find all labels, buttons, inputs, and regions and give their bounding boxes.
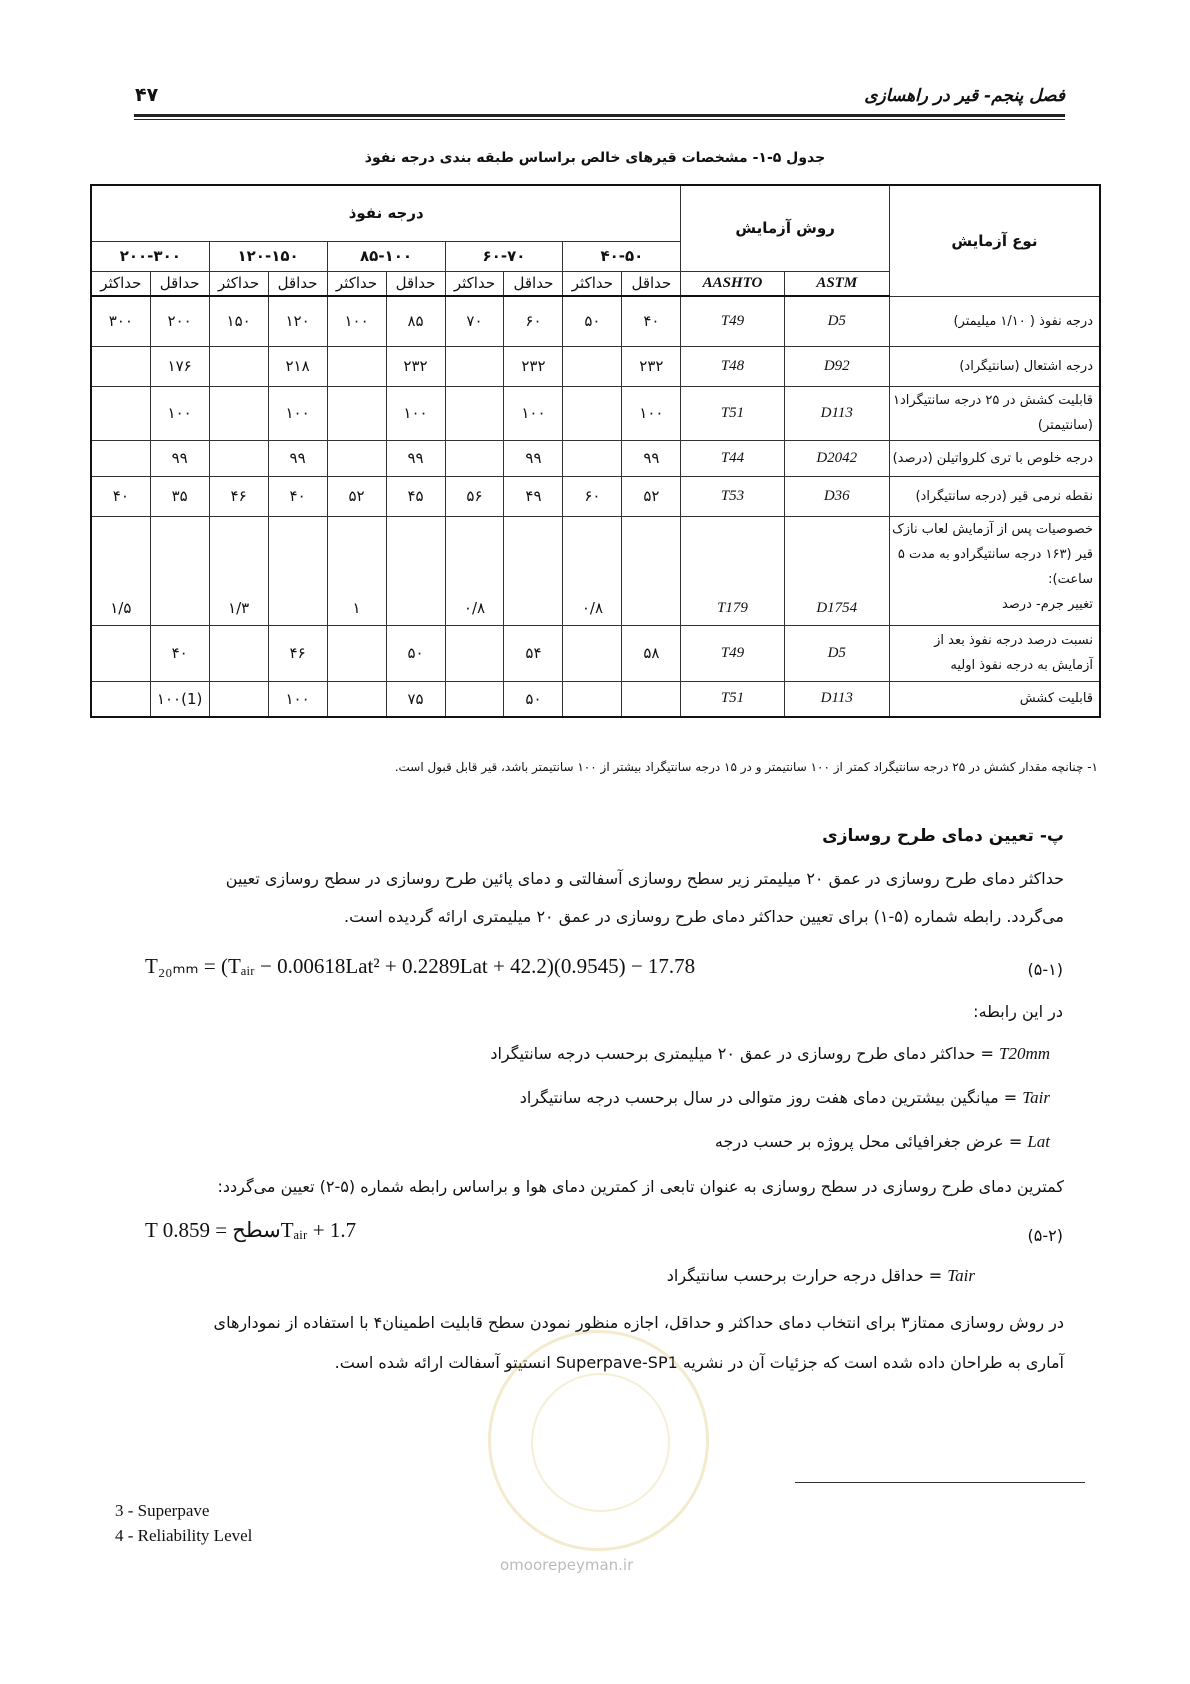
test-name-line: ساعت): [1048,571,1093,587]
value-cell: ۵۰ [504,681,563,717]
method-astm-cell: D92 [784,346,889,386]
value-cell [327,386,386,440]
value-cell: ۱/۳ [209,516,268,625]
value-cell [327,625,386,681]
value-cell: ۴۶ [268,625,327,681]
min-header: حداقل [150,271,209,296]
value-cell: ۶۰ [504,296,563,346]
test-name-cell [889,625,1100,681]
value-cell: ۹۹ [386,440,445,476]
test-name-line: تغییر جرم- درصد [1001,596,1093,612]
value-cell [563,386,622,440]
value-cell [91,346,150,386]
value-cell: ۹۹ [504,440,563,476]
table-row [91,516,1100,625]
test-name-cell [889,440,1100,476]
test-name-line: قابلیت کشش [1019,691,1093,707]
value-cell: ۴۵ [386,476,445,516]
table-row [91,476,1100,516]
value-cell: ۶۰ [563,476,622,516]
test-name-line: قیر (۱۶۳ درجه سانتیگرادو به مدت ۵ [897,546,1093,562]
test-name-cell [889,681,1100,717]
where-label: در این رابطه: [973,1002,1063,1021]
paragraph: می‌گردد. رابطه شماره (۵-۱) برای تعیین حداکثر دمای طرح روسازی در عمق ۲۰ میلیمتری ارائه گردیده است. [344,907,1064,926]
value-cell: ۴۰ [91,476,150,516]
equation-number: (۵-۲) [1027,1226,1063,1245]
footnote-item: 3 - Superpave [115,1501,210,1520]
grade-header: ۸۵-۱۰۰ [327,241,445,271]
value-cell [327,346,386,386]
method-astm-cell: D113 [784,681,889,717]
value-cell: ۱۰۰ [268,386,327,440]
section-title: پ- تعیین دمای طرح روسازی [822,826,1064,846]
value-cell [91,625,150,681]
min-header: حداقل [268,271,327,296]
value-cell [150,516,209,625]
definition-t20mm [490,1044,1050,1064]
value-cell: ۲۳۲ [386,346,445,386]
definition-tair-min [667,1266,975,1286]
method-aashto-cell: T44 [681,440,784,476]
value-cell: ۲۳۲ [622,346,681,386]
method-astm-cell: D5 [784,296,889,346]
value-cell: ۳۵ [150,476,209,516]
test-name-line: درجه نفوذ ( ۱/۱۰ میلیمتر) [953,313,1093,329]
value-cell [622,681,681,717]
value-cell [563,346,622,386]
value-cell [504,516,563,625]
header-rule-thin [134,119,1065,120]
definition-text: = حداکثر دمای طرح روسازی در عمق ۲۰ میلیمتری برحسب درجه سانتیگراد [490,1044,994,1063]
method-astm-cell: D36 [784,476,889,516]
max-header: حداکثر [445,271,504,296]
value-cell: ۰/۸ [563,516,622,625]
value-cell [91,440,150,476]
chapter-title: فصل پنجم- قیر در راهسازی [864,86,1065,106]
test-name-line: نقطه نرمی قیر (درجه سانتیگراد) [915,488,1093,504]
max-header: حداکثر [91,271,150,296]
value-cell: ۵۲ [622,476,681,516]
value-cell [209,386,268,440]
table-row [91,346,1100,386]
method-astm-cell: D113 [784,386,889,440]
max-header: حداکثر [209,271,268,296]
value-cell: ۱/۵ [91,516,150,625]
value-cell: ۱۰۰ [327,296,386,346]
definition-tair [520,1088,1050,1108]
paragraph: حداکثر دمای طرح روسازی در عمق ۲۰ میلیمتر زیر سطح روسازی آسفالتی و دمای پائین طرح روسازی در سطح روسازی تعیین [225,869,1064,888]
value-cell [563,681,622,717]
value-cell: ۹۹ [622,440,681,476]
value-cell: ۱۰۰ [386,386,445,440]
min-header: حداقل [622,271,681,296]
value-cell: ۴۶ [209,476,268,516]
value-cell: ۲۰۰ [150,296,209,346]
symbol: Lat [1027,1132,1050,1151]
value-cell: ۹۹ [150,440,209,476]
value-cell [622,516,681,625]
header-rule [134,114,1065,117]
grade-header: ۱۲۰-۱۵۰ [209,241,327,271]
symbol: T20mm [998,1044,1050,1063]
value-cell [445,386,504,440]
value-cell: ۵۰ [563,296,622,346]
grade-header: ۶۰-۷۰ [445,241,563,271]
value-cell: ۵۶ [445,476,504,516]
value-cell: ۹۹ [268,440,327,476]
value-cell: ۰/۸ [445,516,504,625]
table-row [91,386,1100,440]
method-aashto-cell: T51 [681,386,784,440]
definition-lat [715,1132,1050,1152]
watermark-seal [488,1330,709,1551]
table-row [91,440,1100,476]
equation-5-1: T₂₀ₘₘ = (Tₐᵢᵣ − 0.00618Lat² + 0.2289Lat + 42.2)(0.9545) − 17.78 [145,954,696,978]
grade-header: ۴۰-۵۰ [563,241,681,271]
footnote-item: 4 - Reliability Level [115,1526,253,1545]
test-name-line: (سانتیمتر) [1037,418,1093,433]
test-name-line: خصوصیات پس از آزمایش لعاب نازک [892,521,1093,537]
value-cell: ۱۷۶ [150,346,209,386]
value-cell [445,440,504,476]
symbol: Tair [1022,1088,1050,1107]
value-cell: ۴۹ [504,476,563,516]
test-name-line: آزمایش به درجه نفوذ اولیه [950,658,1093,673]
value-cell [563,625,622,681]
watermark-url: omoorepeyman.ir [500,1556,634,1574]
grade-header: ۲۰۰-۳۰۰ [91,241,209,271]
value-cell: ۲۱۸ [268,346,327,386]
definition-text: = حداقل درجه حرارت برحسب سانتیگراد [666,1266,943,1285]
method-astm-cell: D2042 [784,440,889,476]
value-cell: ۵۰ [386,625,445,681]
table-caption: جدول ۵-۱- مشخصات قیرهای خالص براساس طبقه بندی درجه نفوذ [364,150,826,166]
value-cell: ۱۰۰ [150,386,209,440]
value-cell [386,516,445,625]
method-aashto-cell: T48 [681,346,784,386]
symbol: Tair [947,1266,975,1285]
page-number: ۴۷ [135,84,159,106]
definition-text: = عرض جغرافیائی محل پروژه بر حسب درجه [714,1132,1023,1151]
method-aashto-header: AASHTO [681,271,784,296]
value-cell: ۱۰۰ [622,386,681,440]
method-aashto-cell: T49 [681,296,784,346]
value-cell: ۸۵ [386,296,445,346]
value-cell: ۱۰۰ [268,681,327,717]
value-cell [209,625,268,681]
test-name-cell [889,476,1100,516]
value-cell [445,681,504,717]
table-row [91,625,1100,681]
paragraph: کمترین دمای طرح روسازی در سطح روسازی به عنوان تابعی از کمترین دمای هوا و براساس رابطه شماره (۵-۲) تعیین می‌گردد: [217,1177,1064,1196]
method-astm-header: ASTM [784,271,889,296]
specification-table [90,184,1101,718]
value-cell [563,440,622,476]
value-cell [209,346,268,386]
method-aashto-cell: T51 [681,681,784,717]
method-astm-cell: D1754 [784,516,889,625]
method-aashto-cell: T179 [681,516,784,625]
value-cell: ۵۸ [622,625,681,681]
footnote-rule [795,1482,1085,1483]
method-astm-cell: D5 [784,625,889,681]
test-name-cell [889,386,1100,440]
value-cell [209,681,268,717]
method-aashto-cell: T49 [681,625,784,681]
definition-text: = میانگین بیشترین دمای هفت روز متوالی در سال برحسب درجه سانتیگراد [519,1088,1018,1107]
value-cell [91,386,150,440]
value-cell: ۵۲ [327,476,386,516]
value-cell [268,516,327,625]
test-name-cell [889,516,1100,625]
equation-5-2: T سطح = 0.859Tₐᵢᵣ + 1.7 [145,1218,357,1242]
header-test-method: روش آزمایش [681,185,890,271]
min-header: حداقل [504,271,563,296]
value-cell: (1)۱۰۰ [150,681,209,717]
value-cell [91,681,150,717]
value-cell: ۷۰ [445,296,504,346]
header-penetration: درجه نفوذ [91,185,681,241]
method-aashto-cell: T53 [681,476,784,516]
test-name-cell [889,346,1100,386]
value-cell [445,625,504,681]
test-name-cell [889,296,1100,346]
value-cell [209,440,268,476]
equation-number: (۵-۱) [1027,960,1063,979]
value-cell: ۱ [327,516,386,625]
value-cell: ۱۲۰ [268,296,327,346]
value-cell: ۴۰ [622,296,681,346]
value-cell: ۴۰ [268,476,327,516]
value-cell [327,440,386,476]
value-cell: ۳۰۰ [91,296,150,346]
max-header: حداکثر [563,271,622,296]
test-name-line: نسبت درصد درجه نفوذ بعد از [934,633,1093,648]
paragraph: در روش روسازی ممتاز۳ برای انتخاب دمای حداکثر و حداقل، اجازه منظور نمودن سطح قابلیت اطمینان۴ با استفاده از نمودارهای [213,1313,1064,1332]
value-cell: ۱۰۰ [504,386,563,440]
min-header: حداقل [386,271,445,296]
header-test-type: نوع آزمایش [889,185,1100,296]
paragraph: آماری به طراحان داده شده است که جزئیات آن در نشریه Superpave-SP1 انستیتو آسفالت ارائه شده است. [334,1353,1064,1372]
test-name-line: قابلیت کشش در ۲۵ درجه سانتیگراد۱ [893,393,1093,408]
table-footnote: ۱- چنانچه مقدار کشش در ۲۵ درجه سانتیگراد کمتر از ۱۰۰ سانتیمتر و در ۱۵ درجه سانتیگراد بیشتر از ۱۰۰ سانتیمتر باشد، قیر قابل قبول است. [394,760,1098,774]
value-cell: ۴۰ [150,625,209,681]
value-cell: ۱۵۰ [209,296,268,346]
table-row [91,296,1100,346]
table-row [91,681,1100,717]
test-name-line: درجه اشتعال (سانتیگراد) [959,358,1093,374]
test-name-line: درجه خلوص با تری کلرواتیلن (درصد) [892,450,1093,466]
footnote-list [115,1498,252,1548]
value-cell: ۵۴ [504,625,563,681]
value-cell [327,681,386,717]
value-cell: ۷۵ [386,681,445,717]
value-cell [445,346,504,386]
value-cell: ۲۳۲ [504,346,563,386]
max-header: حداکثر [327,271,386,296]
